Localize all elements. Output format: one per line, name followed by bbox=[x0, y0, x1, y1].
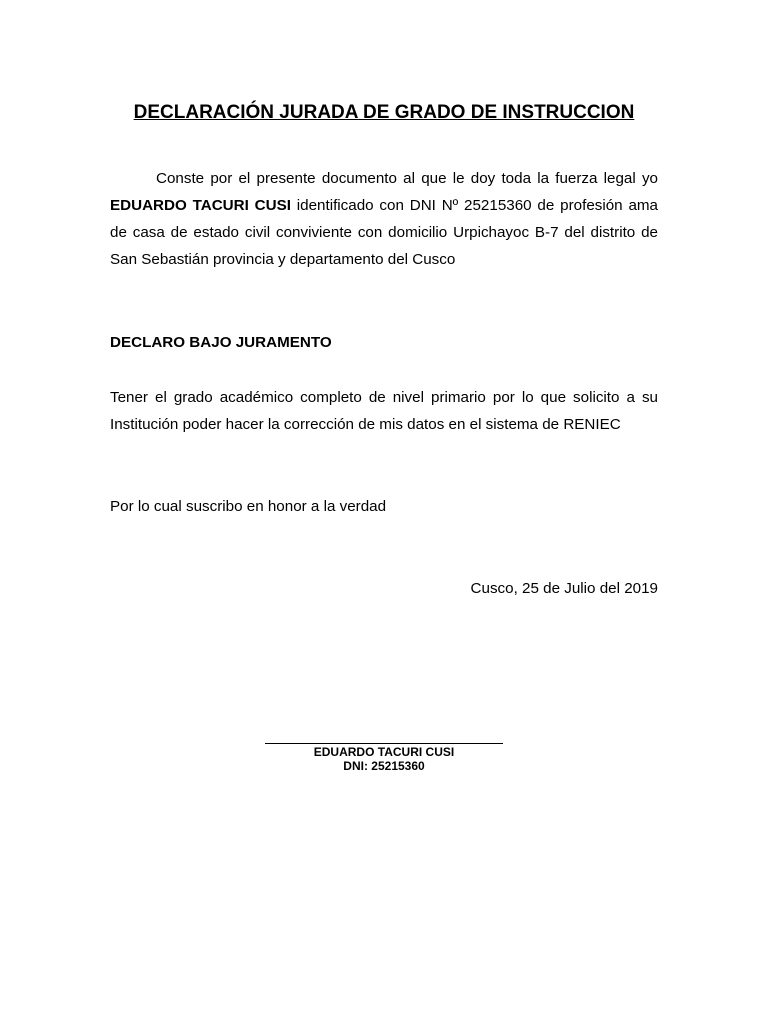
signature-dni: DNI: 25215360 bbox=[343, 759, 425, 773]
signature-name: EDUARDO TACURI CUSI bbox=[313, 745, 455, 759]
closing-paragraph: Por lo cual suscribo en honor a la verdad bbox=[110, 498, 387, 515]
signature-block bbox=[264, 733, 504, 773]
intro-text-end: identificado con DNI Nº 25215360 de profesión ama de casa de estado civil conviviente con domicilio Urpichayoc B-7 del distrito de San Sebastián provincia y departamento del Cusco bbox=[110, 197, 658, 268]
declarant-name: EDUARDO TACURI CUSI bbox=[110, 197, 291, 214]
date-line: Cusco, 25 de Julio del 2019 bbox=[470, 580, 658, 597]
intro-text-start: Conste por el presente documento al que le doy toda la fuerza legal yo bbox=[156, 170, 658, 187]
declaration-heading: DECLARO BAJO JURAMENTO bbox=[110, 334, 332, 351]
intro-paragraph bbox=[110, 165, 658, 273]
declaration-paragraph: Tener el grado académico completo de nivel primario por lo que solicito a su Institución poder hacer la corrección de mis datos en el sistema de RENIEC bbox=[110, 389, 658, 433]
signature-line bbox=[265, 733, 503, 744]
document-title: DECLARACIÓN JURADA DE GRADO DE INSTRUCCION bbox=[133, 102, 635, 123]
